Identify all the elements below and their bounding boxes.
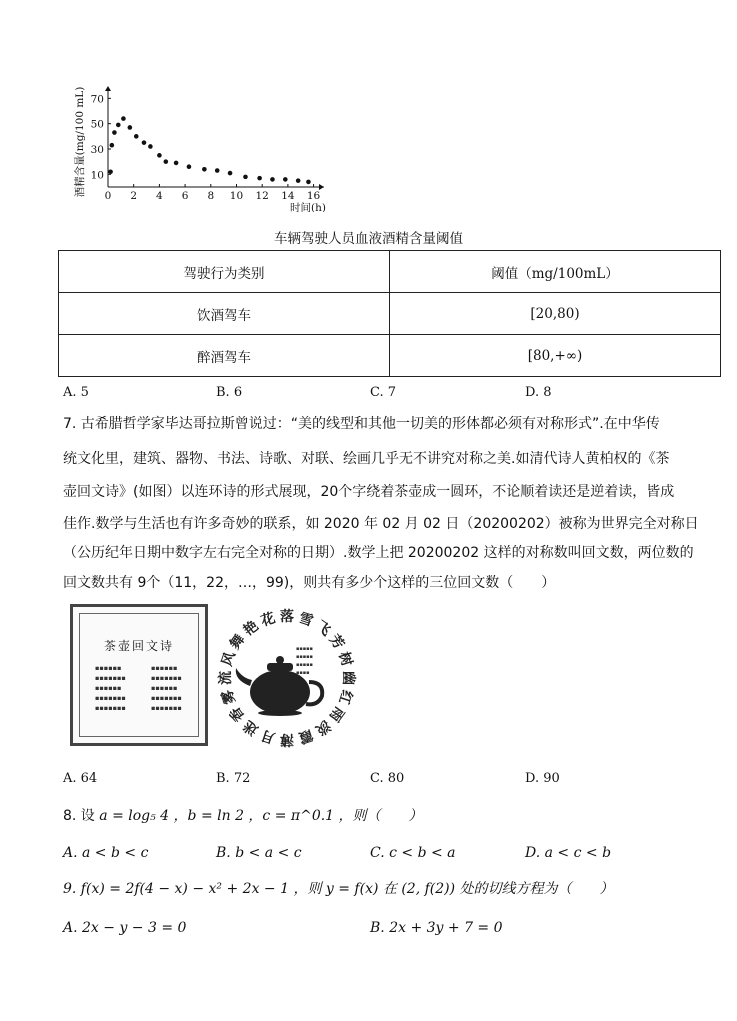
chart-points [108, 116, 310, 184]
q7-option-a[interactable]: A. 64 [63, 771, 98, 786]
ring-char: 薄 [280, 731, 294, 747]
data-point [174, 161, 179, 166]
threshold-table [58, 250, 721, 377]
q8-option-d[interactable]: D. a < c < b [525, 845, 612, 861]
data-point [110, 143, 115, 148]
q7-line-5: （公历纪年日期中数字左右完全对称的日期）.数学上把 20200202 这样的对称数叫回文数，两位数的 [63, 545, 694, 561]
poem-card-image [70, 604, 208, 746]
x-tick-label: 2 [130, 190, 138, 202]
q9-option-a[interactable]: A. 2x − y − 3 = 0 [63, 920, 187, 936]
q7-option-d[interactable]: D. 90 [525, 771, 560, 786]
data-point [257, 176, 262, 181]
y-tick-label: 30 [90, 144, 104, 156]
data-point [202, 167, 207, 172]
data-point [228, 171, 233, 176]
ring-char: 流 [218, 671, 234, 685]
table-row [59, 293, 721, 335]
q7-option-b[interactable]: B. 72 [216, 771, 251, 786]
q7-line-1: 7. 古希腊哲学家毕达哥拉斯曾说过：“美的线型和其他一切美的形体都必须有对称形式”.在中华传 [63, 416, 660, 432]
x-tick-label: 10 [229, 190, 244, 202]
q8-option-b[interactable]: B. b < a < c [216, 845, 302, 861]
ring-char: 雾 [219, 687, 239, 706]
data-point [142, 140, 147, 145]
q7-line-2: 统文化里，建筑、器物、书法、诗歌、对联、绘画几乎无不讲究对称之美.如清代诗人黄柏权的《茶 [63, 451, 670, 467]
teapot-inner-text [296, 646, 313, 676]
svg-text:▪▪▪▪▪: ▪▪▪▪▪ [296, 654, 313, 660]
ring-char: 霞 [296, 726, 315, 746]
data-point [215, 168, 220, 173]
ring-char: 艳 [240, 618, 262, 640]
data-point [128, 125, 133, 130]
chart-axes [73, 86, 326, 212]
data-point [164, 159, 169, 164]
data-point [116, 123, 121, 128]
ring-char: 红 [335, 687, 355, 706]
q7-line-4: 佳作.数学与生活也有许多奇妙的联系，如 2020 年 02 月 02 日（20200202）被称为世界完全对称日 [63, 516, 699, 532]
ring-char: 花 [259, 610, 278, 630]
svg-text:▪▪▪▪▪: ▪▪▪▪▪ [296, 646, 313, 652]
data-point [243, 175, 248, 180]
data-point [283, 177, 288, 182]
header-threshold: 阈值（mg/100mL） [390, 251, 721, 293]
data-point [296, 178, 301, 183]
data-point [134, 134, 139, 139]
ring-char: 风 [219, 650, 239, 669]
row-category: 饮酒驾车 [59, 293, 390, 335]
y-axis-arrow [105, 86, 111, 91]
ring-char: 幽 [340, 671, 356, 685]
x-tick-label: 16 [306, 190, 321, 202]
q8-stem [63, 805, 423, 825]
q9-stem: 9. f(x) = 2f(4 − x) − x² + 2x − 1 ，则 y = f(x) 在 (2, f(2)) 处的切线方程为（ ） [63, 881, 614, 897]
x-tick-label: 6 [181, 190, 189, 202]
data-point [306, 180, 311, 185]
data-point [270, 177, 275, 182]
ring-char: 芳 [325, 631, 347, 653]
ring-char: 飞 [312, 618, 334, 640]
table-header-row [59, 251, 721, 293]
table-row [59, 335, 721, 377]
x-tick-label: 8 [207, 190, 215, 202]
row-threshold: [80,+∞) [390, 335, 721, 377]
y-tick-label: 50 [90, 118, 104, 131]
x-tick-label: 0 [104, 190, 112, 202]
ring-char: 舞 [227, 631, 249, 653]
q7-option-c[interactable]: C. 80 [370, 771, 405, 786]
ring-char: 迷 [240, 716, 262, 738]
x-tick-label: 14 [281, 190, 295, 202]
q6-option-c[interactable]: C. 7 [370, 385, 397, 400]
ring-char: 香 [227, 703, 249, 725]
ring-char: 落 [280, 609, 294, 625]
data-point [112, 130, 117, 135]
q9-option-b[interactable]: B. 2x + 3y + 7 = 0 [370, 920, 503, 936]
x-tick-label: 4 [156, 190, 163, 202]
ring-char: 雨 [325, 703, 347, 725]
header-category: 驾驶行为类别 [59, 251, 390, 293]
ring-char: 淡 [312, 716, 334, 738]
y-tick-label: 10 [90, 169, 104, 182]
data-point [187, 164, 192, 169]
ring-char: 雪 [296, 610, 315, 630]
svg-text:▪▪▪▪: ▪▪▪▪ [296, 670, 310, 676]
row-threshold: [20,80) [390, 293, 721, 335]
q7-line-3: 壶回文诗》(如图）以连环诗的形式展现，20个字绕着茶壶成一圆环，不论顺着读还是逆着读，皆成 [63, 484, 675, 500]
table-caption: 车辆驾驶人员血液酒精含量阈值 [274, 231, 463, 247]
poem-text-left: ▪▪▪▪▪▪ ▪▪▪▪▪▪▪ ▪▪▪▪▪▪ ▪▪▪▪▪▪▪ ▪▪▪▪▪▪▪ [95, 664, 126, 712]
y-tick-label: 70 [90, 93, 104, 106]
x-tick-label: 12 [255, 190, 269, 202]
q8-math: a = log₅ 4 ，b = ln 2 ，c = π^0.1 ，则（ ） [99, 808, 423, 824]
q6-option-b[interactable]: B. 6 [216, 385, 243, 400]
q8-option-a[interactable]: A. a < b < c [63, 845, 149, 861]
teapot-ring-image [212, 600, 362, 750]
ring-char: 月 [259, 726, 278, 746]
q8-prefix: 8. 设 [63, 808, 95, 824]
svg-text:▪▪▪▪▪: ▪▪▪▪▪ [296, 662, 313, 668]
q6-option-d[interactable]: D. 8 [525, 385, 552, 400]
poem-text-right: ▪▪▪▪▪▪ ▪▪▪▪▪▪▪ ▪▪▪▪▪▪ ▪▪▪▪▪▪▪ ▪▪▪▪▪▪▪ [151, 664, 182, 712]
data-point [148, 144, 153, 149]
row-category: 醉酒驾车 [59, 335, 390, 377]
alcohol-scatter-chart [70, 82, 360, 212]
poem-title: 茶壶回文诗 [103, 639, 174, 653]
data-point [108, 170, 113, 175]
data-point [121, 116, 126, 121]
q6-option-a[interactable]: A. 5 [63, 385, 89, 400]
q7-line-6: 回文数共有 9个（11，22，…，99)，则共有多少个这样的三位回文数（ ） [63, 575, 556, 591]
data-point [157, 153, 162, 158]
y-axis-label: 酒精含量(mg/100 mL) [74, 86, 86, 198]
x-axis-label: 时间(h) [290, 202, 326, 212]
ring-char: 树 [335, 650, 355, 669]
q8-option-c[interactable]: C. c < b < a [370, 845, 456, 861]
